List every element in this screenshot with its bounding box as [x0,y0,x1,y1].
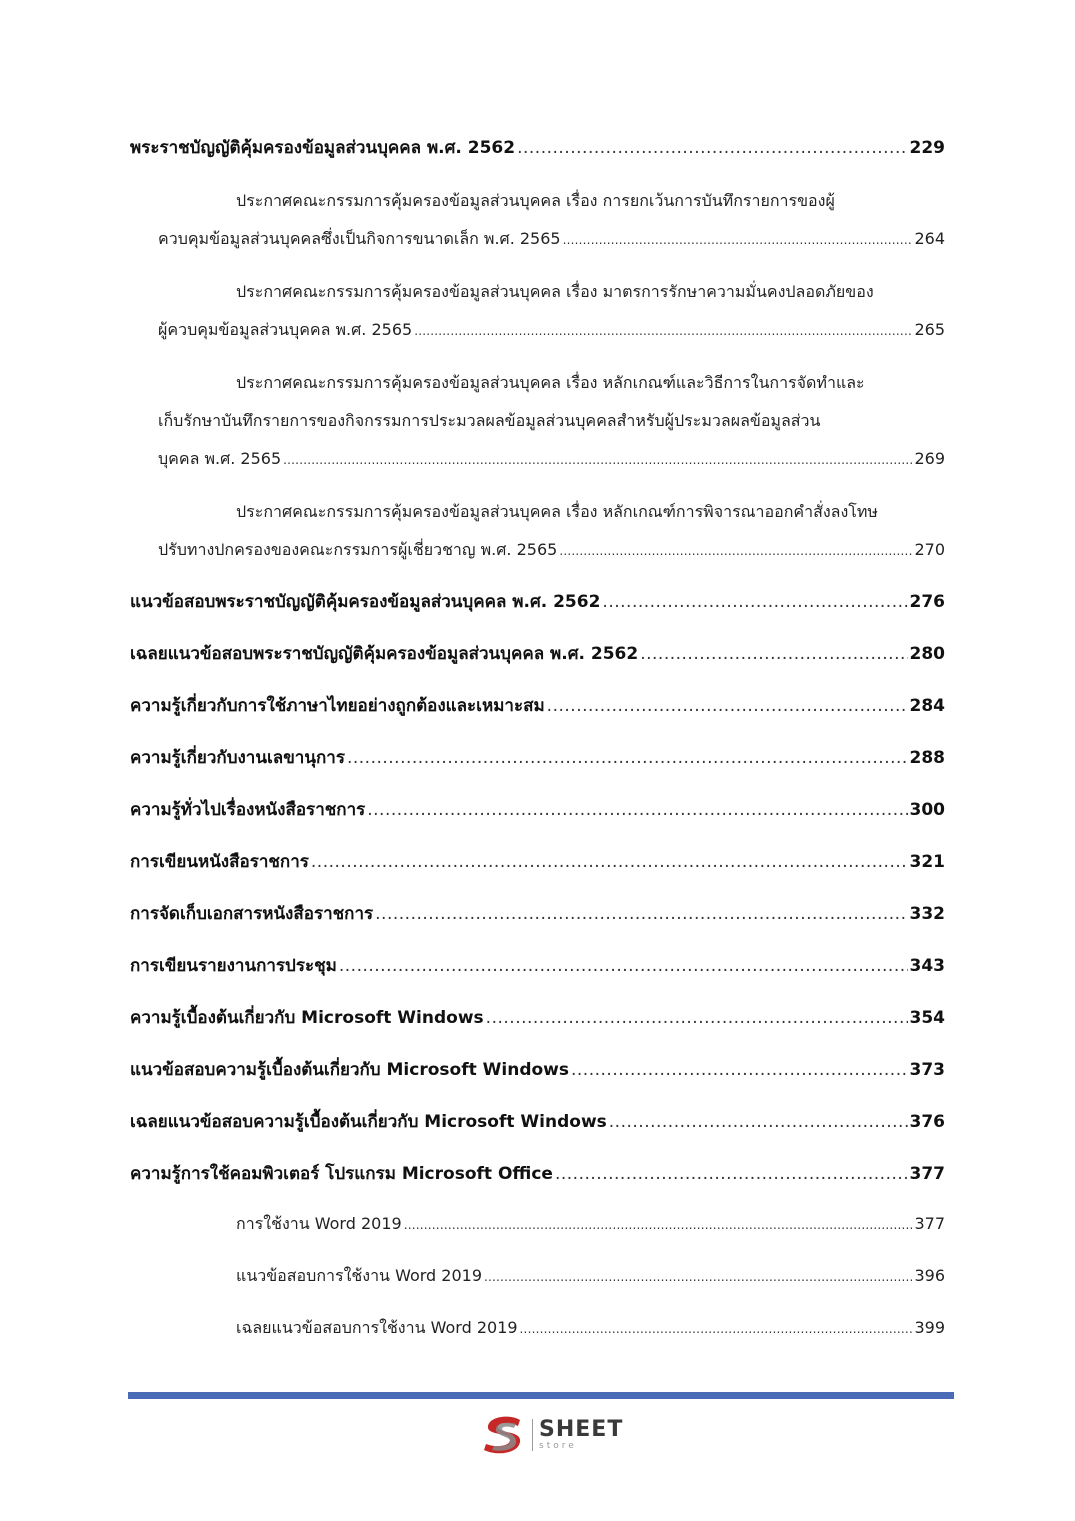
toc-subentry[interactable] [130,1260,945,1312]
dot-leader [414,312,912,350]
dot-leader [311,844,908,880]
dot-leader [517,130,907,166]
toc-entry-title: แนวข้อสอบความรู้เบื้องต้นเกี่ยวกับ Microsoft Windows [130,1060,569,1080]
toc-subentry-page: 264 [914,229,945,248]
toc-entry[interactable] [130,1156,945,1208]
toc-entry[interactable] [130,1000,945,1052]
toc-subentry-page: 265 [914,320,945,339]
toc-entry-page: 354 [909,1008,945,1028]
toc-subentry-page: 269 [914,449,945,468]
toc-subentry-line: เก็บรักษาบันทึกรายการของกิจกรรมการประมวลผลข้อมูลส่วนบุคคลสำหรับผู้ประมวลผลข้อมูลส่วน [158,411,821,430]
toc-entry-title: การเขียนรายงานการประชุม [130,956,337,976]
toc-entry[interactable] [130,896,945,948]
toc-subentry[interactable] [130,1312,945,1364]
toc-entry-title: ความรู้เบื้องต้นเกี่ยวกับ Microsoft Windows [130,1008,484,1028]
toc-entry-title: ความรู้ทั่วไปเรื่องหนังสือราชการ [130,800,366,820]
toc-entry[interactable] [130,1104,945,1156]
toc-subentry-title: การใช้งาน Word 2019 [236,1214,402,1233]
dot-leader [559,532,912,570]
toc-entry-page: 332 [909,904,945,924]
sheet-s-logo-icon [480,1414,526,1456]
toc-subentry[interactable] [130,364,945,479]
toc-subentry[interactable] [130,1208,945,1260]
dot-leader [486,1000,908,1036]
table-of-contents [130,130,945,1364]
footer-divider [128,1392,954,1399]
dot-leader [547,688,908,724]
toc-subentry-page: 270 [914,540,945,559]
toc-entry-page: 276 [909,592,945,612]
dot-leader [484,1261,912,1293]
toc-entry-title: การเขียนหนังสือราชการ [130,852,309,872]
dot-leader [563,221,913,259]
toc-subentry-line: ควบคุมข้อมูลส่วนบุคคลซึ่งเป็นกิจการขนาดเล็ก พ.ศ. 2565 [158,229,561,248]
toc-entry-page: 300 [909,800,945,820]
toc-subentry-line: ประกาศคณะกรรมการคุ้มครองข้อมูลส่วนบุคคล เรื่อง การยกเว้นการบันทึกรายการของผู้ [236,191,835,210]
toc-entry[interactable] [130,688,945,740]
brand-wordmark [532,1419,623,1451]
toc-subentry-line: ผู้ควบคุมข้อมูลส่วนบุคคล พ.ศ. 2565 [158,320,413,339]
toc-entry-page: 288 [909,748,945,768]
sheet-store-logo [480,1410,630,1460]
toc-entry-title: แนวข้อสอบพระราชบัญญัติคุ้มครองข้อมูลส่วนบุคคล พ.ศ. 2562 [130,592,601,612]
toc-subentry-page: 396 [914,1266,945,1285]
toc-entry-page: 377 [909,1164,945,1184]
dot-leader [571,1052,908,1088]
toc-entry-page: 343 [909,956,945,976]
toc-entry-page: 376 [909,1112,945,1132]
dot-leader [520,1313,913,1345]
toc-entry-title: ความรู้การใช้คอมพิวเตอร์ โปรแกรม Microsoft Office [130,1164,553,1184]
dot-leader [283,441,912,479]
toc-entry-page: 229 [909,138,945,158]
dot-leader [555,1156,908,1192]
toc-entry[interactable] [130,948,945,1000]
brand-subtitle: store [539,1441,577,1451]
toc-subentry-line: บุคคล พ.ศ. 2565 [158,449,282,468]
toc-entry[interactable] [130,584,945,636]
toc-entry-title: เฉลยแนวข้อสอบความรู้เบื้องต้นเกี่ยวกับ Microsoft Windows [130,1112,607,1132]
toc-entry-title: การจัดเก็บเอกสารหนังสือราชการ [130,904,374,924]
toc-entry-title: พระราชบัญญัติคุ้มครองข้อมูลส่วนบุคคล พ.ศ. 2562 [130,138,516,158]
toc-entry-title: ความรู้เกี่ยวกับการใช้ภาษาไทยอย่างถูกต้องและเหมาะสม [130,696,545,716]
toc-subentry[interactable] [130,182,945,259]
dot-leader [609,1104,908,1140]
toc-entry[interactable] [130,844,945,896]
toc-subentry-line: ประกาศคณะกรรมการคุ้มครองข้อมูลส่วนบุคคล เรื่อง มาตรการรักษาความมั่นคงปลอดภัยของ [236,282,874,301]
dot-leader [640,636,907,672]
dot-leader [339,948,908,984]
brand-name: SHEET [539,1417,624,1442]
toc-entry[interactable] [130,740,945,792]
dot-leader [602,584,907,620]
toc-subentry-page: 377 [914,1214,945,1233]
toc-entry[interactable] [130,130,945,182]
toc-subentry-title: เฉลยแนวข้อสอบการใช้งาน Word 2019 [236,1318,518,1337]
toc-subentry[interactable] [130,273,945,350]
dot-leader [347,740,908,776]
toc-subentry-title: แนวข้อสอบการใช้งาน Word 2019 [236,1266,482,1285]
toc-entry[interactable] [130,636,945,688]
toc-subentry-page: 399 [914,1318,945,1337]
toc-entry-page: 280 [909,644,945,664]
toc-subentry-line: ปรับทางปกครองของคณะกรรมการผู้เชี่ยวชาญ พ.ศ. 2565 [158,540,558,559]
toc-entry-title: ความรู้เกี่ยวกับงานเลขานุการ [130,748,345,768]
toc-subentry[interactable] [130,493,945,570]
toc-entry-page: 284 [909,696,945,716]
toc-entry-title: เฉลยแนวข้อสอบพระราชบัญญัติคุ้มครองข้อมูลส่วนบุคคล พ.ศ. 2562 [130,644,639,664]
dot-leader [375,896,907,932]
toc-subentry-line: ประกาศคณะกรรมการคุ้มครองข้อมูลส่วนบุคคล เรื่อง หลักเกณฑ์การพิจารณาออกคำสั่งลงโทษ [236,502,878,521]
dot-leader [367,792,907,828]
toc-entry[interactable] [130,792,945,844]
toc-entry-page: 373 [909,1060,945,1080]
dot-leader [404,1209,913,1241]
toc-entry-page: 321 [909,852,945,872]
toc-subentry-line: ประกาศคณะกรรมการคุ้มครองข้อมูลส่วนบุคคล เรื่อง หลักเกณฑ์และวิธีการในการจัดทำและ [236,373,865,392]
toc-entry[interactable] [130,1052,945,1104]
